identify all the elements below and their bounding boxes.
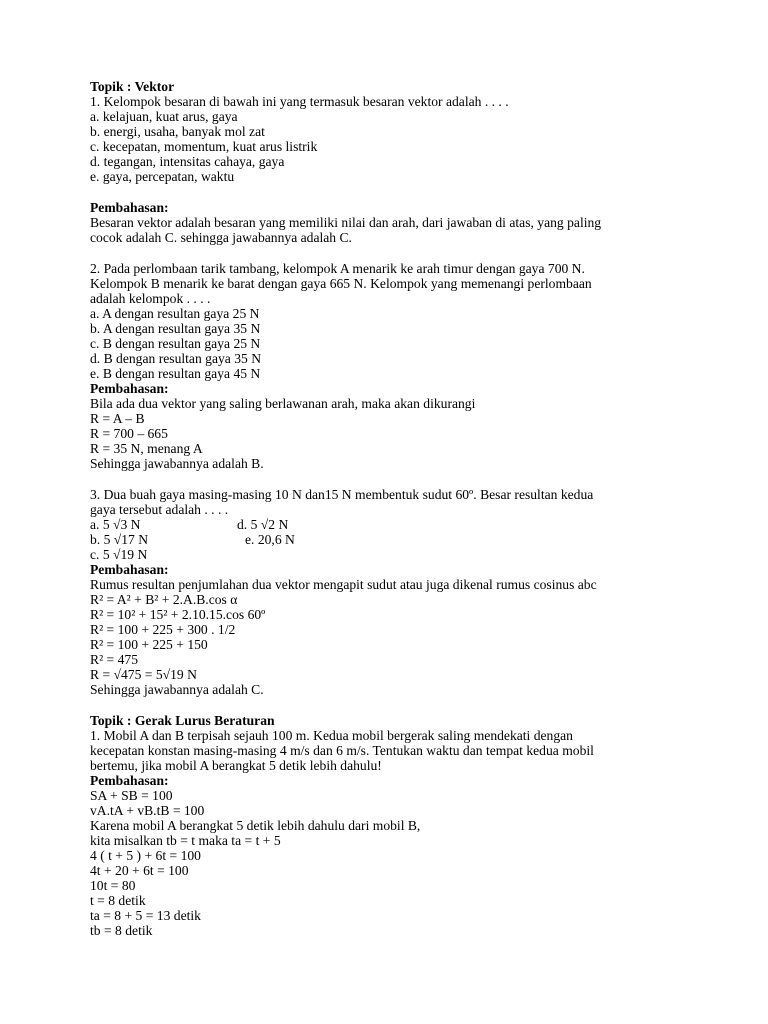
discussion-line: Rumus resultan penjumlahan dua vektor mengapit sudut atau juga dikenal rumus cosinus abc (90, 577, 597, 592)
question-3-text: gaya tersebut adalah . . . . (90, 502, 229, 517)
option-b: b. A dengan resultan gaya 35 N (90, 321, 261, 336)
option-d: d. B dengan resultan gaya 35 N (90, 351, 262, 366)
question-1-text: 1. Mobil A dan B terpisah sejauh 100 m. Kedua mobil bergerak saling mendekati dengan (90, 728, 573, 743)
option-e: e. B dengan resultan gaya 45 N (90, 366, 261, 381)
discussion-line: R² = 100 + 225 + 150 (90, 637, 208, 652)
option-a: a. A dengan resultan gaya 25 N (90, 306, 260, 321)
option-c: c. kecepatan, momentum, kuat arus listrik (90, 139, 318, 154)
option-d: d. tegangan, intensitas cahaya, gaya (90, 154, 285, 169)
discussion-line: SA + SB = 100 (90, 788, 173, 803)
discussion-line: R = 700 – 665 (90, 426, 168, 441)
discussion-label: Pembahasan: (90, 562, 169, 577)
discussion-line: Sehingga jawabannya adalah B. (90, 456, 264, 471)
discussion-line: R = 35 N, menang A (90, 441, 203, 456)
discussion-line: cocok adalah C. sehingga jawabannya adalah C. (90, 230, 352, 245)
option-e: e. gaya, percepatan, waktu (90, 169, 235, 184)
option-b: b. 5 √17 N (90, 532, 149, 547)
question-1-text: bertemu, jika mobil A berangkat 5 detik lebih dahulu! (90, 758, 382, 773)
discussion-label: Pembahasan: (90, 381, 169, 396)
option-b: b. energi, usaha, banyak mol zat (90, 124, 265, 139)
discussion-line: Besaran vektor adalah besaran yang memiliki nilai dan arah, dari jawaban di atas, yang paling (90, 215, 602, 230)
question-1-text: kecepatan konstan masing-masing 4 m/s dan 6 m/s. Tentukan waktu dan tempat kedua mobil (90, 743, 594, 758)
option-a: a. 5 √3 N (90, 517, 141, 532)
discussion-line: Sehingga jawabannya adalah C. (90, 682, 264, 697)
option-a: a. kelajuan, kuat arus, gaya (90, 109, 238, 124)
question-2-text: Kelompok B menarik ke barat dengan gaya 665 N. Kelompok yang memenangi perlombaan (90, 276, 592, 291)
option-d: d. 5 √2 N (237, 517, 289, 532)
discussion-line: vA.tA + vB.tB = 100 (90, 803, 205, 818)
question-3-text: 3. Dua buah gaya masing-masing 10 N dan15 N membentuk sudut 60º. Besar resultan kedua (90, 487, 594, 502)
discussion-label: Pembahasan: (90, 773, 169, 788)
discussion-line: tb = 8 detik (90, 923, 153, 938)
topic-heading-glb: Topik : Gerak Lurus Beraturan (90, 713, 275, 728)
discussion-line: 4t + 20 + 6t = 100 (90, 863, 189, 878)
discussion-line: 10t = 80 (90, 878, 136, 893)
topic-heading-vektor: Topik : Vektor (90, 79, 175, 94)
question-1-text: 1. Kelompok besaran di bawah ini yang termasuk besaran vektor adalah . . . . (90, 94, 509, 109)
discussion-line: t = 8 detik (90, 893, 146, 908)
discussion-line: R² = A² + B² + 2.A.B.cos α (90, 592, 238, 607)
discussion-line: R² = 475 (90, 652, 138, 667)
discussion-label: Pembahasan: (90, 200, 169, 215)
discussion-line: R² = 100 + 225 + 300 . 1/2 (90, 622, 236, 637)
discussion-line: 4 ( t + 5 ) + 6t = 100 (90, 848, 201, 863)
option-c: c. B dengan resultan gaya 25 N (90, 336, 261, 351)
discussion-line: Bila ada dua vektor yang saling berlawanan arah, maka akan dikurangi (90, 396, 476, 411)
discussion-line: ta = 8 + 5 = 13 detik (90, 908, 201, 923)
question-2-text: adalah kelompok . . . . (90, 291, 211, 306)
discussion-line: R = A – B (90, 411, 145, 426)
option-c: c. 5 √19 N (90, 547, 148, 562)
option-e: e. 20,6 N (245, 532, 295, 547)
question-2-text: 2. Pada perlombaan tarik tambang, kelompok A menarik ke arah timur dengan gaya 700 N. (90, 261, 585, 276)
discussion-line: R = √475 = 5√19 N (90, 667, 197, 682)
discussion-line: R² = 10² + 15² + 2.10.15.cos 60º (90, 607, 266, 622)
discussion-line: kita misalkan tb = t maka ta = t + 5 (90, 833, 281, 848)
discussion-line: Karena mobil A berangkat 5 detik lebih dahulu dari mobil B, (90, 818, 421, 833)
